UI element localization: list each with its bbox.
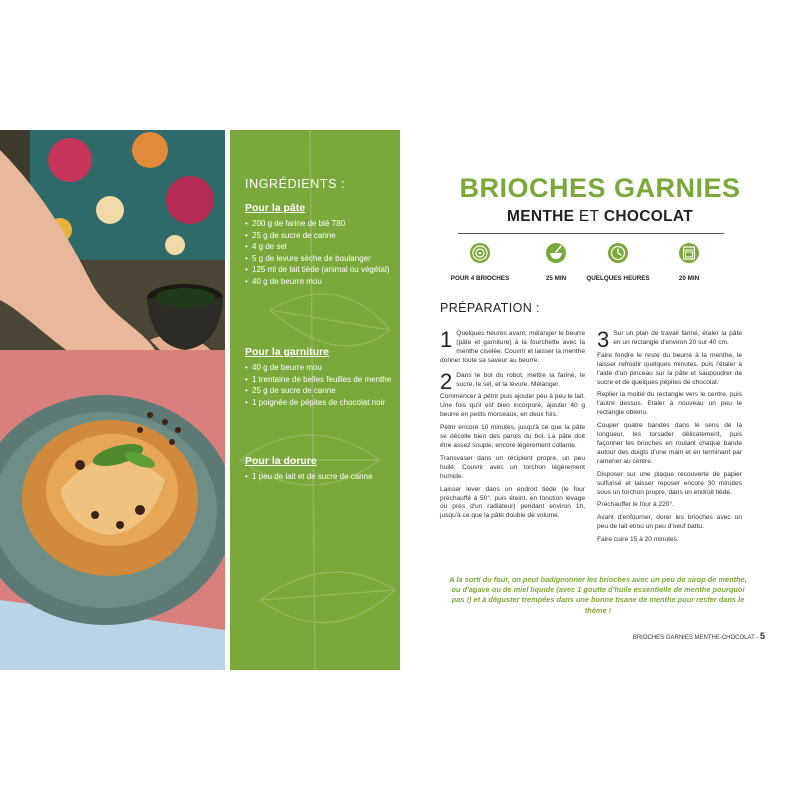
- ingredient-item: • 40 g de beurre mou: [245, 276, 395, 288]
- title-divider: [458, 233, 724, 234]
- step-2: [440, 368, 585, 522]
- page-number: 5: [759, 631, 765, 641]
- footer-text: BRIOCHES GARNIES MENTHE-CHOCOLAT -: [632, 635, 759, 641]
- step-text: Disposer sur une plaque recouverte de papier sulfurisé et laisser reposer encore 30 minutes sous un torchon propre, dans un endroit tiède.: [597, 470, 742, 496]
- step-text: Faire fondre le reste du beurre à la menthe, le laisser refroidir quelques minutes, puis l'étaler à l'aide d'un pinceau sur la pâte et saupoudrer de sucre et de quelques pépites de chocolat.: [597, 351, 742, 386]
- step-text: Pétrir encore 10 minutes, jusqu'à ce que la pâte se décolle bien des parois du bol. La pâte doit être assez souple, encore légèrement collante.: [440, 424, 585, 449]
- info-label: 20 MIN: [678, 275, 700, 282]
- step-text: Sur un plan de travail fariné, étaler la pâte en un rectangle d'environ 20 sur 40 cm.: [613, 330, 742, 346]
- step-text: Faire cuire 15 à 20 minutes.: [597, 536, 679, 544]
- info-label: POUR 4 BRIOCHES: [450, 275, 510, 282]
- ingredient-item: • 4 g de sel: [245, 241, 395, 253]
- step-text: Commencer à pétrir puis ajouter peu à peu le lait. Une fois qu'il est bien incorporé, ajouter 40 g beurre en petits morceaux, en deux fois.: [440, 393, 585, 419]
- step-number: 1: [440, 327, 453, 352]
- section-heading: Pour la garniture: [245, 346, 330, 358]
- step-text: Quelques heures avant, mélanger le beurre (pâte et garniture) à la fourchette avec la menthe ciselée. Couvrir et laisser la menthe donner toute sa saveur au beurre.: [440, 330, 585, 364]
- ingredient-item: • 200 g de farine de blé T80: [245, 218, 395, 230]
- ingredients-section-pate: [245, 202, 395, 288]
- info-prep-time: [521, 242, 591, 283]
- ingredient-item: • 1 poignée de pépites de chocolat noir: [245, 397, 395, 409]
- step-text: Laisser lever dans un endroit tiède (le four préchauffé à 50°, puis éteint, en fonction levage ou près d'un radiateur) pendant environ 1h, jusqu'à ce que la pâte double de volume.: [440, 485, 585, 520]
- preparation-column-right: [597, 327, 742, 549]
- info-cook-time: [654, 242, 724, 283]
- step-text: Replier la moitié du rectangle vers le centre, puis l'autre dessus. Etaler à nouveau un peu le rectangle obtenu.: [597, 391, 742, 417]
- ingredient-item: • 1 peu de lait et de sucre de canne: [245, 471, 395, 483]
- preparation-column-left: [440, 327, 585, 525]
- ingredients-title: INGRÉDIENTS :: [245, 177, 346, 191]
- step-number: 2: [440, 368, 453, 394]
- ingredient-item: • 125 ml de lait tiède (animal ou végétal): [245, 264, 395, 276]
- preparation-title: PRÉPARATION :: [440, 301, 540, 315]
- info-rest-time: [583, 242, 653, 283]
- recipe-title: BRIOCHES GARNIES: [459, 173, 741, 203]
- page-footer: [560, 631, 765, 641]
- ingredients-section-garniture: [245, 346, 395, 408]
- info-servings: [445, 242, 515, 283]
- step-text: Dans le bol du robot, mettre la farine, le sucre, le sel, et la levure. Mélanger.: [456, 371, 585, 388]
- ingredient-item: • 25 g de sucre de canne: [245, 230, 395, 242]
- serving-tip: A la sorti du four, on peut badigeonner les brioches avec un peu de sirop de menthe, ou d'agave ou de miel liquide (avec 1 goutte d'huile essentielle de menthe pourquoi pas !) et à déguster trempées dans une bonne tisane de menthe pour rester dans le thème !: [449, 575, 747, 615]
- ingredient-item: • 5 g de levure sèche de boulanger: [245, 253, 395, 265]
- step-text: Préchauffer le four à 220°.: [597, 501, 674, 509]
- ingredient-item: • 1 trentaine de belles feuilles de menthe: [245, 374, 395, 386]
- ingredients-panel: [230, 130, 400, 670]
- ingredient-item: • 25 g de sucre de canne: [245, 385, 395, 397]
- recipe-info-row: [443, 242, 743, 292]
- info-label: 25 MIN: [545, 275, 567, 282]
- subtitle-connector: ET: [578, 208, 600, 225]
- ingredients-section-dorure: [245, 455, 395, 483]
- recipe-photo: [0, 130, 225, 670]
- step-3: [597, 327, 742, 545]
- oven-icon: [678, 242, 700, 264]
- step-text: Couper quatre bandes dans le sens de la longueur, les torsader délicatement, puis façonner les brioches en roulant chaque bande autour des doigts d'une main et en terminant par ramener au centre.: [597, 422, 742, 465]
- subtitle-part: CHOCOLAT: [603, 208, 693, 225]
- step-text: Avant d'enfourner, dorer les brioches avec un peu de lait et/ou un peu d'oeuf battu.: [597, 514, 742, 531]
- recipe-subtitle: [440, 208, 760, 226]
- step-1: [440, 327, 585, 366]
- subtitle-part: MENTHE: [507, 208, 575, 225]
- step-text: Transvaser dans un récipient propre, un peu huilé. Couvrir avec un torchon légèrement humide.: [440, 454, 585, 480]
- step-number: 3: [597, 327, 610, 352]
- ingredient-item: • 40 g de beurre mou: [245, 362, 395, 374]
- info-label: QUELQUES HEURES: [586, 275, 650, 282]
- section-heading: Pour la pâte: [245, 202, 306, 214]
- section-heading: Pour la dorure: [245, 455, 317, 467]
- mortar-icon: [545, 242, 567, 264]
- brioche-icon: [469, 242, 491, 264]
- clock-icon: [607, 242, 629, 264]
